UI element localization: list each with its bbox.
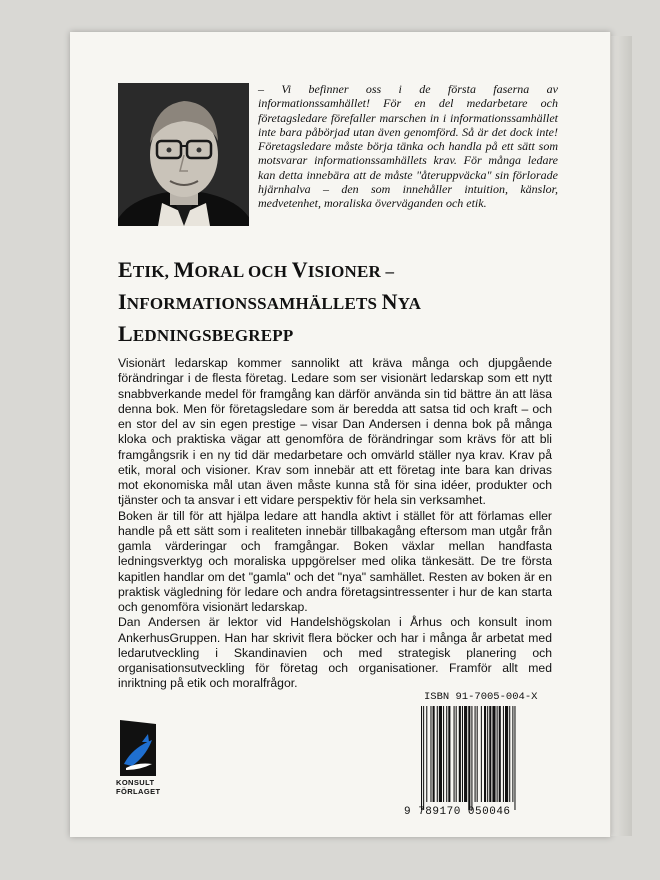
barcode-bar [514,706,515,810]
barcode-bar [492,706,495,802]
barcode-bar [433,706,435,802]
barcode-bar [481,706,482,802]
author-bio-paragraph: Dan Andersen är lektor vid Handelshögskolan i Århus och konsult inom AnkerhusGruppen. Han har skrivit flera böcker och har i många år arbetat med ledarutveckling i Skandinavien och med strategisk planering och organisationsutveckling för företag och organisationer. Framför allt med inriktning på etik och moralfrågor. [118,615,552,691]
barcode-bar [439,706,442,802]
title-smallcaps: NFORMATIONSSAMHÄLLETS [126,294,382,313]
book-edge [610,36,632,836]
isbn-number: ISBN 91-7005-004-X [424,691,538,703]
book-title [118,255,558,351]
barcode-bar [477,706,478,802]
description-paragraph: Boken är till för att hjälpa ledare att handla aktivt i stället för att förlamas eller handle på ett sätt som i realiteten innebär tillbakagång eftersom man utgår från gamla värderingar och framgångar. Boken växlar mellan handfasta ledningsverktyg och moraliska uppgörelser med olika tänkesätt. De tre första kapitlen handlar om det "gamla" och det "nya" samhället. Resten av boken är en praktisk vägledning för ledare och andra företagsintressenter i hur de kan starta och genomföra visionärt ledarskap. [118,508,552,614]
barcode-bar [456,706,457,802]
barcode-bar [503,706,504,802]
barcode-bar [471,706,472,810]
author-quote: – Vi befinner oss i de första faserna av informationssamhället! För en del medarbetare och företagsledare förefaller marschen in i informationssamhället inte bara påbörjad utan även genomförd. Så är det dock inte! Företagsledare måste börja tänka och handla på ett sätt som motsvarar informationssamhällets krav. För många ledare kan detta innebära att de måste "återuppväcka" sin förlorade hjärnhalva – den som innehåller intuition, känslor, medvetenhet, moraliska överväganden och etik. [258,82,558,211]
title-smallcaps: ISIONER – [307,262,395,281]
title-cap: I [118,289,127,314]
book-description [118,356,552,692]
title-cap: L [118,321,133,346]
publisher-name-line: FÖRLAGET [116,786,161,796]
barcode-bar [468,706,470,810]
title-cap: E [118,257,133,282]
barcode-bar [437,706,438,802]
barcode-bar [484,706,486,802]
barcode-digits: 9 789170 050046 [404,806,511,818]
title-smallcaps: YA [397,294,422,313]
barcode-bar [421,706,422,810]
barcode [421,706,556,810]
barcode-bar [448,706,450,802]
title-smallcaps: EDNINGSBEGREPP [132,326,294,345]
barcode-bar [454,706,455,802]
title-smallcaps: TIK, [132,262,174,281]
barcode-bar [430,706,431,802]
title-cap: V [291,257,308,282]
publisher-name [116,779,176,796]
barcode-bar [464,706,467,802]
publisher-name-line: KONSULT [116,778,155,787]
barcode-bar [423,706,424,810]
barcode-bar [475,706,476,802]
barcode-bar [487,706,488,802]
barcode-bar [512,706,513,802]
barcode-bar [443,706,444,802]
barcode-bar [509,706,510,802]
barcode-bar [499,706,501,802]
title-cap: N [381,289,398,314]
description-paragraph: Visionärt ledarskap kommer sannolikt att kräva många och djupgående förändringar i de flesta företag. Ledare som ser visionärt ledarskap som ett nytt snabbverkande medel för framgång kan därför använda sin tid bättre än att läsa denna bok. Men för företagsledare som är beredda att satsa tid och kraft – och en stor del av sin egen prestige – visar Dan Andersen i denna bok på många kloka och praktiska vägar att genomföra de förändringar som krävs för att bli framgångsrik i en ny tid där medarbetare och omvärld ställer nya krav. Krav på etik, moral och visioner. Krav som innebär att ett företag inte bara kan drivas mot ekonomiska mål utan även måste kunna stå för sina idéer, produkter och tjänster och ta ansvar i ett vidare perspektiv för hela sin verksamhet. [118,356,552,508]
barcode-bar [489,706,491,802]
title-smallcaps: ORAL OCH [194,262,292,281]
author-portrait [118,83,249,226]
barcode-bar [446,706,447,802]
barcode-bar [505,706,508,802]
barcode-bar [462,706,463,802]
publisher-logo [118,718,158,778]
title-cap: M [173,257,195,282]
barcode-bar [459,706,461,802]
barcode-bar [426,706,427,802]
barcode-bar [497,706,498,802]
